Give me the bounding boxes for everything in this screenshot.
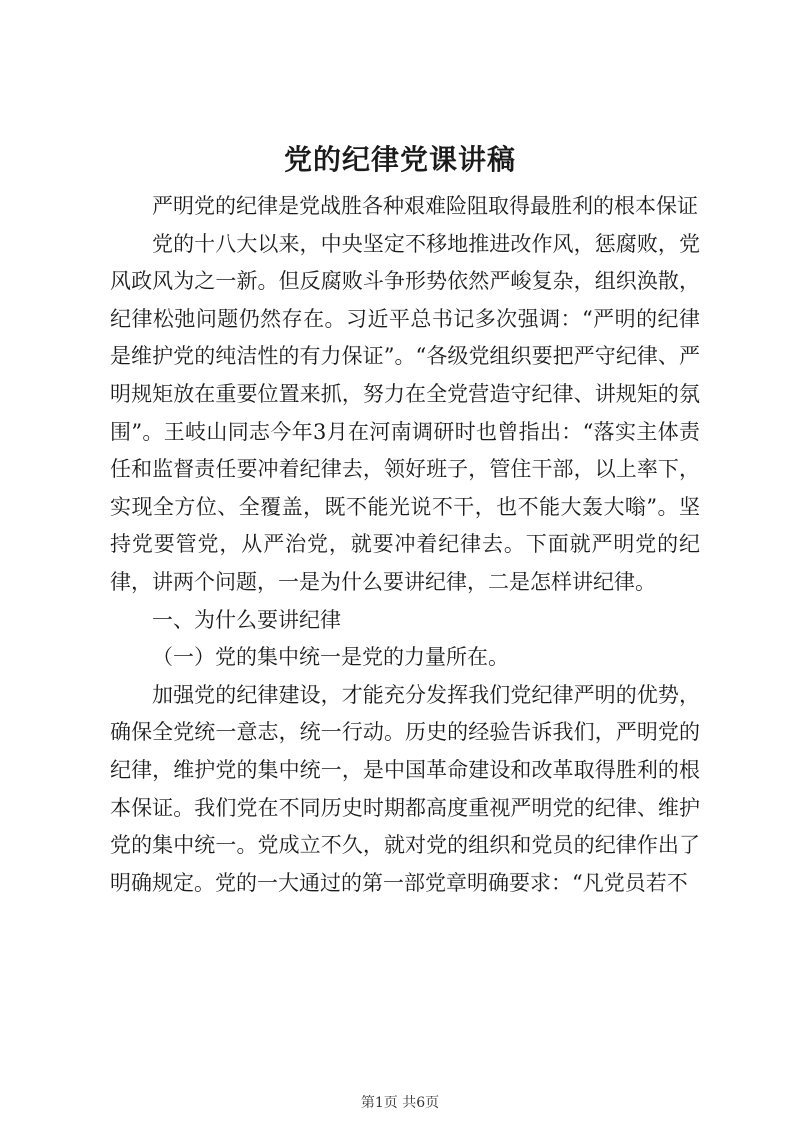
section-heading: 一、为什么要讲纪律 [152,607,341,632]
page-footer: 第1页 共6页 [360,1095,440,1111]
document-body [110,188,700,902]
paragraph-subtitle: 严明党的纪律是党战胜各种艰难险阻取得最胜利的根本保证 [152,194,698,218]
paragraph-intro: 党的十八大以来，中央坚定不移地推进改作风，惩腐败，党风政风为之一新。但反腐败斗争形势依然严峻复杂，组织涣散，纪律松弛问题仍然存在。习近平总书记多次强调：“严明的纪律是维护党的纯洁性的有力保证”。“各级党组织要把严守纪律、严明规矩放在重要位置来抓，努力在全党营造守纪律、讲规矩的氛围”。王岐山同志今年3月在河南调研时也曾指出：“落实主体责任和监督责任要冲着纪律去，领好班子，管住干部，以上率下，实现全方位、全覆盖，既不能光说不干，也不能大轰大嗡”。坚持党要管党，从严治党，就要冲着纪律去。下面就严明党的纪律，讲两个问题，一是为什么要讲纪律，二是怎样讲纪律。 [110,231,700,594]
document-title: 党的纪律党课讲稿 [283,143,516,176]
paragraph-body: 加强党的纪律建设，才能充分发挥我们党纪律严明的优势，确保全党统一意志，统一行动。历史的经验告诉我们，严明党的纪律，维护党的集中统一，是中国革命建设和改革取得胜利的根本保证。我们党在不同历史时期都高度重视严明党的纪律、维护党的集中统一。党成立不久，就对党的组织和党员的纪律作出了明确规定。党的一大通过的第一部党章明确要求：“凡党员若不 [110,682,700,895]
subsection-heading: （一）党的集中统一是党的力量所在。 [152,645,509,670]
